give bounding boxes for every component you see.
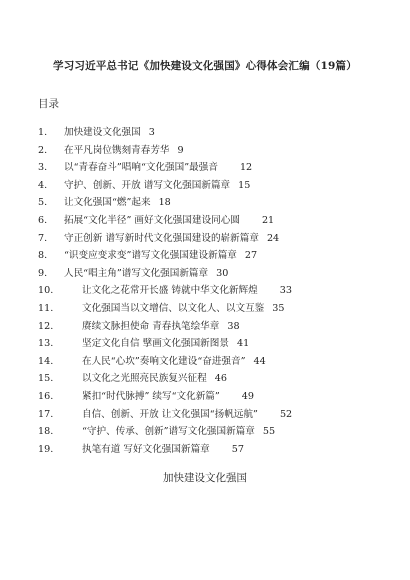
toc-number: 11. [38, 302, 54, 314]
toc-text: 以文化之光照亮民族复兴征程 [82, 373, 207, 385]
toc-text: 守护、创新、开放 谱写文化强国新篇章 [64, 179, 231, 191]
toc-entry[interactable] [38, 247, 398, 265]
toc-text: 加快建设文化强国 [64, 127, 141, 138]
toc-number: 17. [38, 408, 54, 420]
toc-text: 让文化之花常开长盛 铸就中华文化新辉煌 [82, 285, 258, 297]
toc-text: 人民“唱主角”谱写文化强国新篇章 [64, 267, 209, 279]
toc-text: 让文化强国“燃”起来 [64, 197, 151, 209]
toc-entry[interactable] [38, 159, 398, 177]
toc-number: 19. [38, 443, 54, 455]
toc-page: 57 [231, 443, 244, 455]
toc-text: 执笔有道 写好文化强国新篇章 [82, 443, 210, 455]
toc-page: 55 [262, 426, 276, 438]
toc-page: 21 [261, 214, 275, 226]
toc-text: 在平凡岗位镌刻青春芳华 [64, 144, 170, 156]
toc-text: 坚定文化自信 擘画文化强国新图景 [82, 338, 229, 350]
toc-number: 9. [38, 267, 48, 279]
toc-text: 守正创新 谱写新时代文化强国建设的崭新篇章 [64, 232, 259, 244]
toc-number: 10. [38, 285, 54, 297]
toc-entry[interactable] [38, 194, 398, 212]
toc-number: 12. [38, 320, 54, 332]
table-of-contents [38, 124, 398, 458]
toc-entry[interactable] [38, 230, 398, 248]
toc-heading: 目录 [38, 98, 59, 110]
toc-page: 35 [272, 302, 285, 314]
section-title: 加快建设文化强国 [163, 472, 247, 484]
toc-text: “守护、传承、创新”谱写文化强国新篇章 [82, 426, 255, 438]
toc-entry[interactable] [38, 265, 398, 283]
document-title: 学习习近平总书记《加快建设文化强国》心得体会汇编（19篇） [53, 60, 357, 72]
toc-text: 拓展“文化半径” 画好文化强国建设同心圆 [64, 214, 240, 226]
toc-text: 以“青春奋斗”唱响“文化强国”最强音 [64, 162, 218, 174]
toc-page: 27 [244, 250, 258, 262]
toc-entry[interactable] [38, 441, 398, 459]
toc-number: 8. [38, 250, 48, 262]
toc-entry[interactable] [38, 124, 398, 142]
toc-entry[interactable] [38, 318, 398, 336]
toc-page: 46 [214, 373, 227, 385]
toc-entry[interactable] [38, 212, 398, 230]
toc-entry[interactable] [38, 406, 398, 424]
toc-text: 在人民“心坎”奏响文化建设“奋进强音” [82, 355, 246, 367]
toc-number: 2. [38, 144, 48, 156]
toc-entry[interactable] [38, 300, 398, 318]
toc-page: 38 [227, 320, 240, 332]
toc-entry[interactable] [38, 423, 398, 441]
toc-number: 15. [38, 373, 54, 385]
toc-entry[interactable] [38, 142, 398, 160]
toc-number: 1. [38, 127, 48, 138]
toc-entry[interactable] [38, 177, 398, 195]
toc-page: 12 [239, 162, 253, 174]
toc-page: 24 [266, 232, 280, 244]
toc-number: 18. [38, 426, 54, 438]
toc-page: 52 [279, 408, 293, 420]
toc-text: 赓续文脉担使命 青春执笔绘华章 [82, 320, 220, 332]
toc-number: 6. [38, 214, 48, 226]
toc-number: 14. [38, 355, 54, 367]
toc-number: 7. [38, 232, 48, 244]
toc-page: 44 [253, 355, 266, 367]
toc-page: 15 [238, 179, 251, 191]
toc-text: 文化强国当以文增信、以文化人、以文互鉴 [82, 302, 265, 314]
toc-entry[interactable] [38, 335, 398, 353]
toc-number: 4. [38, 179, 48, 191]
toc-number: 16. [38, 390, 54, 402]
toc-page: 30 [216, 267, 229, 279]
toc-text: “识变应变求变”谱写文化强国建设新篇章 [64, 250, 237, 262]
toc-entry[interactable] [38, 388, 398, 406]
toc-entry[interactable] [38, 353, 398, 371]
toc-text: 自信、创新、开放 让文化强国“扬帆远航” [82, 408, 258, 420]
toc-page: 49 [241, 390, 255, 402]
toc-page: 33 [279, 285, 292, 297]
toc-page: 41 [236, 338, 250, 350]
toc-page: 9 [177, 144, 184, 156]
toc-text: 紧扣“时代脉搏” 续写“文化新篇” [82, 390, 220, 402]
toc-page: 3 [148, 127, 155, 138]
toc-entry[interactable] [38, 282, 398, 300]
toc-page: 18 [158, 197, 171, 209]
toc-number: 5. [38, 197, 48, 209]
toc-number: 3. [38, 162, 48, 174]
toc-number: 13. [38, 338, 54, 350]
toc-entry[interactable] [38, 370, 398, 388]
